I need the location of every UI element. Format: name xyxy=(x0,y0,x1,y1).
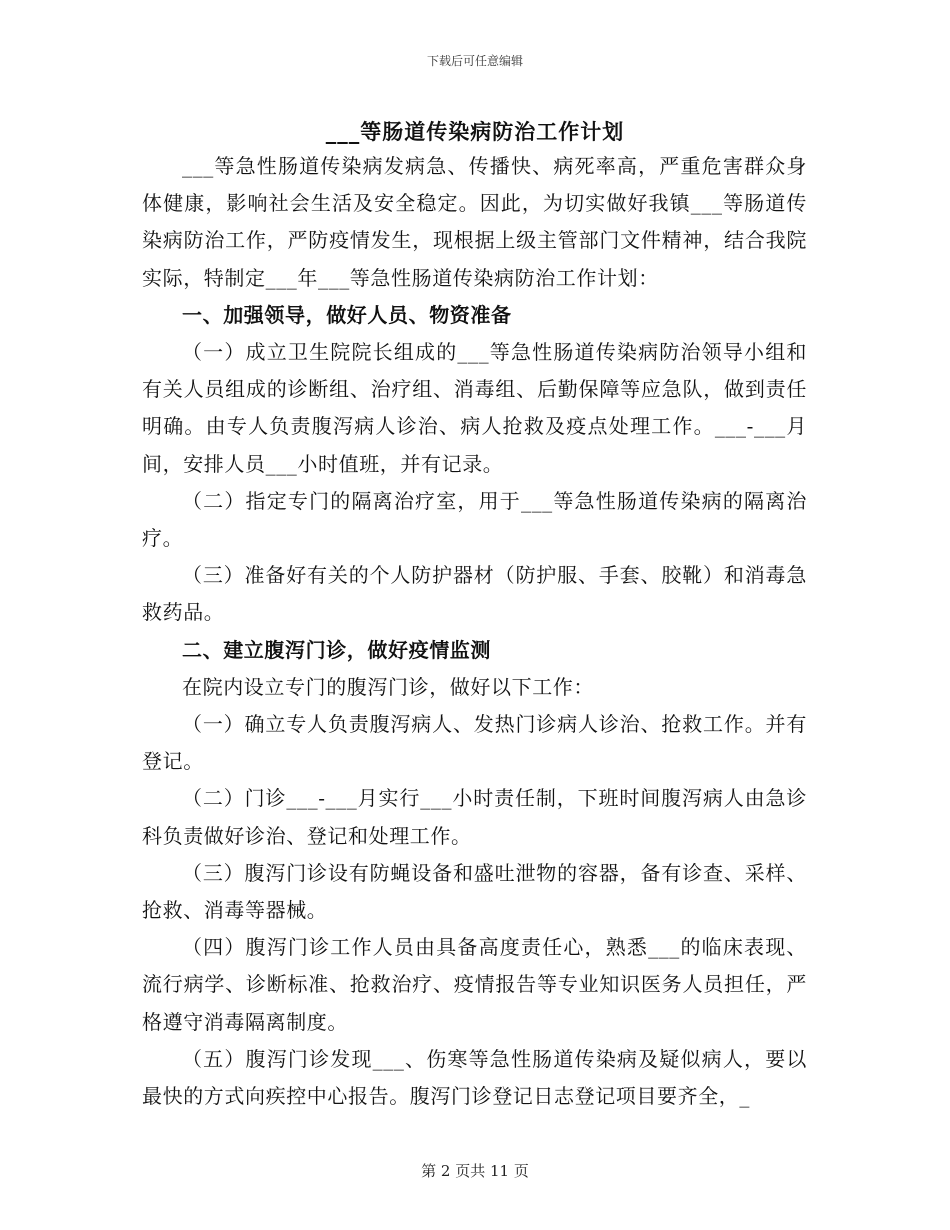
section-heading-2: 二、建立腹泻门诊，做好疫情监测 xyxy=(182,637,491,662)
page-number: 第 2 页共 11 页 xyxy=(421,1162,529,1180)
paragraph-2-5: （五）腹泻门诊发现___、伤寒等急性肠道传染病及疑似病人，要以最快的方式向疾控中心报告。腹泻门诊登记日志登记项目要齐全，_ xyxy=(142,1046,807,1109)
paragraph-2-1: （一）确立专人负责腹泻病人、发热门诊病人诊治、抢救工作。并有登记。 xyxy=(142,712,807,774)
paragraph-1-1: （一）成立卫生院院长组成的___等急性肠道传染病防治领导小组和有关人员组成的诊断组、治疗组、消毒组、后勤保障等应急队，做到责任明确。由专人负责腹泻病人诊治、病人抢救及疫点处理工作。___-___月间，安排人员___小时值班，并有记录。 xyxy=(142,340,807,476)
section-heading-1: 一、加强领导，做好人员、物资准备 xyxy=(182,302,512,327)
header-note: 下载后可任意编辑 xyxy=(426,54,523,68)
paragraph-1-2: （二）指定专门的隔离治疗室，用于___等急性肠道传染病的隔离治疗。 xyxy=(142,488,807,551)
paragraph-2-intro: 在院内设立专门的腹泻门诊，做好以下工作： xyxy=(182,674,594,699)
paragraph-2-3: （三）腹泻门诊设有防蝇设备和盛吐泄物的容器，备有诊查、采样、抢救、消毒等器械。 xyxy=(142,860,807,923)
document-title: ___等肠道传染病防治工作计划 xyxy=(325,119,625,144)
paragraph-2-2: （二）门诊___-___月实行___小时责任制，下班时间腹泻病人由急诊科负责做好诊治、登记和处理工作。 xyxy=(142,786,807,848)
paragraph-2-4: （四）腹泻门诊工作人员由具备高度责任心，熟悉___的临床表现、流行病学、诊断标准、抢救治疗、疫情报告等专业知识医务人员担任，严格遵守消毒隔离制度。 xyxy=(142,935,807,1034)
intro-paragraph: ___等急性肠道传染病发病急、传播快、病死率高，严重危害群众身体健康，影响社会生活及安全稳定。因此，为切实做好我镇___等肠道传染病防治工作，严防疫情发生，现根据上级主管部门文件精神，结合我院实际，特制定___年___等急性肠道传染病防治工作计划： xyxy=(142,154,807,290)
document-body xyxy=(142,148,807,1115)
paragraph-1-3: （三）准备好有关的个人防护器材（防护服、手套、胶靴）和消毒急救药品。 xyxy=(142,563,807,625)
